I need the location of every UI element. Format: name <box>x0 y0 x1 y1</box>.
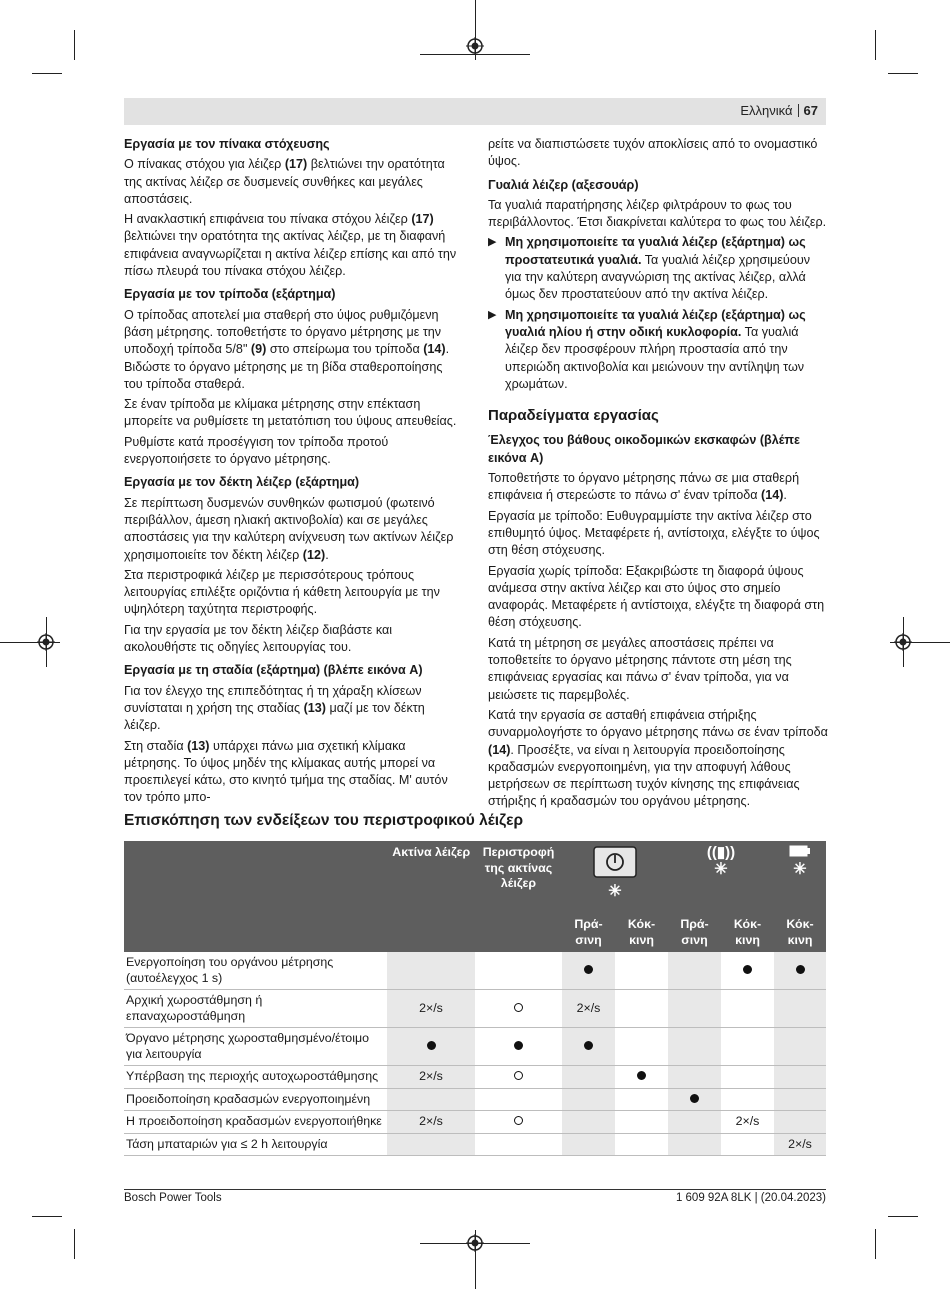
section-title: Εργασία με τη σταδία (εξάρτημα) (βλέπε εικόνα A) <box>124 663 423 678</box>
indicator-empty <box>721 1088 774 1111</box>
indicator-empty <box>475 1088 562 1111</box>
indicator-on-icon <box>387 1028 475 1066</box>
paragraph: Εργασία χωρίς τρίποδα: Εξακριβώστε τη διαφορά ύψους ανάμεσα στην ακτίνα λέιζερ και στο ύψος στο σημείο αναφοράς. Μεταφέρετε ή αντίστοιχα, ελέγξτε τη διαφορά στη θέση στόχευσης. <box>488 563 825 630</box>
registration-mark-icon <box>37 633 55 651</box>
indicator-empty <box>668 1111 721 1134</box>
paragraph: Τοποθετήστε το όργανο μέτρησης πάνω σε μια σταθερή επιφάνεια ή στερεώστε το πάνω σ' έναν τρίποδα (14). <box>488 471 800 503</box>
paragraph: Κατά την εργασία σε ασταθή επιφάνεια στήριξης συναρμολογήστε το όργανο μέτρησης πάνω σε έναν τρίποδα (14). Προσέξτε, να είναι η λειτουργία προειδοποίησης κραδασμών ενεργοποιημένη, για την αποφυγή λάθους μετρήσεων σε περίπτωση τυχόν κίνησης της επιφάνειας στήριξης ή κραδασμών του οργάνου μέτρησης. <box>488 707 828 809</box>
section-title: Έλεγχος του βάθους οικοδομικών εκσκαφών (βλέπε εικόνα A) <box>488 433 801 465</box>
indicator-rotating-icon <box>475 990 562 1028</box>
paragraph: Σε περίπτωση δυσμενών συνθηκών φωτισμού (φωτεινό περιβάλλον, άμεση ηλιακή ακτινοβολία) και σε μεγάλες αποστάσεις για την καλύτερη ανίχνευση των ακτίνων λέιζερ χρησιμοποιείτε τον δέκτη λέιζερ (12). <box>124 495 454 562</box>
table-row <box>124 1133 826 1156</box>
paragraph: Ρυθμίστε κατά προσέγγιση τον τρίποδα προτού ενεργοποιήσετε το όργανο μέτρησης. <box>124 434 389 467</box>
indicator-empty <box>774 1028 826 1066</box>
header-green: Πρά-σινη <box>562 913 615 952</box>
indicator-on-icon <box>668 1088 721 1111</box>
table-row <box>124 990 826 1028</box>
table-body <box>124 952 826 1156</box>
table-row <box>124 1088 826 1111</box>
indicator-frequency: 2×/s <box>387 1066 475 1089</box>
footer-divider <box>124 1189 826 1190</box>
indicator-empty <box>562 1088 615 1111</box>
header-red: Κόκ-κινη <box>774 913 826 952</box>
footer-brand: Bosch Power Tools <box>124 1192 222 1204</box>
indicator-frequency: 2×/s <box>721 1111 774 1134</box>
footer-doc-id: 1 609 92A 8LK | (20.04.2023) <box>675 1192 826 1204</box>
paragraph: Κατά τη μέτρηση σε μεγάλες αποστάσεις πρέπει να τοποθετείτε το όργανο μέτρησης πάντοτε στη μέση της επιφάνειας εργασίας και πάνω σ' έναν τρίποδα, για να μειώσετε τις παρεμβολές. <box>488 635 792 702</box>
row-label: Προειδοποίηση κραδασμών ενεργοποιημένη <box>124 1088 387 1111</box>
indicator-empty <box>562 1133 615 1156</box>
indicator-empty <box>721 1133 774 1156</box>
blink-icon: ✳ <box>714 860 728 878</box>
filled-dot-icon <box>584 1041 593 1050</box>
paragraph: Τα γυαλιά παρατήρησης λέιζερ φιλτράρουν το φως του περιβάλλοντος. Έτσι διακρίνεται καλύτερα το φως του λέιζερ. <box>488 197 827 230</box>
filled-dot-icon <box>637 1071 646 1080</box>
crop-mark <box>875 1229 876 1259</box>
paragraph: Η ανακλαστική επιφάνεια του πίνακα στόχου λέιζερ (17) βελτιώνει την ορατότητα της ακτίνας λέιζερ, με τη διαφανή επιφάνεια αναγνωρίζεται η ακτίνα λέιζερ επίσης και από την πίσω πλευρά του πίνακα στόχου λέιζερ. <box>124 212 457 279</box>
indicator-frequency: 2×/s <box>387 990 475 1028</box>
indicator-on-icon <box>774 952 826 990</box>
header-red: Κόκ-κινη <box>615 913 668 952</box>
header-green: Πρά-σινη <box>668 913 721 952</box>
crop-mark <box>888 1216 918 1217</box>
paragraph: Στη σταδία (13) υπάρχει πάνω μια σχετική κλίμακα μέτρησης. Το ύψος μηδέν της κλίμακας αυτής μπορεί να προεπιλεγεί κάτω, στο κινητό τμήμα της σταδίας. Μ' αυτόν τον τρόπο μπο- <box>124 738 448 805</box>
crop-mark <box>74 30 75 60</box>
filled-dot-icon <box>796 965 805 974</box>
header-language: Ελληνικά <box>740 103 793 118</box>
indicator-empty <box>615 1028 668 1066</box>
header-rotation: Περιστροφή της ακτίνας λέιζερ <box>475 841 562 952</box>
indicator-on-icon <box>721 952 774 990</box>
filled-dot-icon <box>427 1041 436 1050</box>
paragraph: Εργασία με τρίποδο: Ευθυγραμμίστε την ακτίνα λέιζερ στο επιθυμητό ύψος. Μεταφέρετε ή, αντίστοιχα, ελέγξτε το ύψος στη θέση στόχευσης. <box>488 508 820 558</box>
indicator-frequency: 2×/s <box>387 1111 475 1134</box>
power-button-icon <box>592 845 638 879</box>
indicator-on-icon <box>562 952 615 990</box>
indicator-empty <box>562 1066 615 1089</box>
indicator-empty <box>774 1088 826 1111</box>
indicator-empty <box>562 1111 615 1134</box>
row-label: Αρχική χωροστάθμηση ή επαναχωροστάθμηση <box>124 990 387 1028</box>
indicator-empty <box>475 952 562 990</box>
paragraph: Ο τρίποδας αποτελεί μια σταθερή στο ύψος ρυθμιζόμενη βάση μέτρησης. τοποθετήστε το όργανο μέτρησης με την υποδοχή τρίποδα 5/8" (9) στο σπείρωμα του τρίποδα (14). Βιδώστε το όργανο μέτρησης με τη βίδα σταθεροποίησης του τρίποδα σταθερά. <box>124 307 450 391</box>
paragraph: Στα περιστροφικά λέιζερ με περισσότερους τρόπους λειτουργίας επιλέξτε οριζόντια ή κάθετη λειτουργία με την υψηλότερη ταχύτητα περιστροφής. <box>124 567 440 617</box>
indicator-empty <box>615 952 668 990</box>
section-heading: Παραδείγματα εργασίας <box>488 407 659 425</box>
indicator-on-icon <box>562 1028 615 1066</box>
section-title: Γυαλιά λέιζερ (αξεσουάρ) <box>488 177 639 192</box>
crop-mark <box>32 73 62 74</box>
table-row <box>124 1028 826 1066</box>
crop-mark <box>888 73 918 74</box>
paragraph: Ο πίνακας στόχου για λέιζερ (17) βελτιώνει την ορατότητα της ακτίνας λέιζερ σε δυσμενείς συνθήκες και μεγάλες αποστάσεις. <box>124 157 445 206</box>
section-title: Εργασία με τον δέκτη λέιζερ (εξάρτημα) <box>124 475 360 490</box>
paragraph: ρείτε να διαπιστώσετε τυχόν αποκλίσεις από το ονομαστικό ύψος. <box>488 137 818 169</box>
section-title: Εργασία με τον τρίποδα (εξάρτημα) <box>124 287 336 302</box>
indicator-empty <box>387 1133 475 1156</box>
filled-dot-icon <box>584 965 593 974</box>
indicator-empty <box>475 1133 562 1156</box>
indicator-empty <box>668 1133 721 1156</box>
indicator-empty <box>721 1028 774 1066</box>
filled-dot-icon <box>514 1041 523 1050</box>
indicator-empty <box>615 1088 668 1111</box>
registration-mark-icon <box>894 633 912 651</box>
blink-icon: ✳ <box>608 882 622 900</box>
blink-icon: ✳ <box>793 860 807 878</box>
header-vibration-icons <box>668 841 774 913</box>
indicator-table <box>124 841 826 1156</box>
open-circle-icon <box>514 1116 523 1125</box>
table-row <box>124 1111 826 1134</box>
crop-mark <box>875 30 876 60</box>
row-label: Υπέρβαση της περιοχής αυτοχωροστάθμησης <box>124 1066 387 1089</box>
warning-bullet: ▶ Μη χρησιμοποιείτε τα γυαλιά λέιζερ (εξάρτημα) ως γυαλιά ηλίου ή στην οδική κυκλοφορία. Τα γυαλιά λέιζερ δεν προσφέρουν πλήρη προστασία από την υπεριώδη ακτινοβολία και μειώνουν την αντίληψη των χρωμάτων. <box>488 307 806 391</box>
indicator-empty <box>774 1111 826 1134</box>
indicator-empty <box>668 990 721 1028</box>
filled-dot-icon <box>743 965 752 974</box>
header-empty <box>124 841 387 952</box>
indicator-empty <box>615 990 668 1028</box>
page-number: 67 <box>803 103 818 118</box>
table-row <box>124 952 826 990</box>
registration-mark-icon <box>466 37 484 55</box>
header-laser-beam: Ακτίνα λέιζερ <box>387 841 475 952</box>
indicator-empty <box>387 1088 475 1111</box>
page-header <box>124 98 826 125</box>
right-column <box>488 136 828 814</box>
open-circle-icon <box>514 1003 523 1012</box>
header-red: Κόκ-κινη <box>721 913 774 952</box>
warning-bullet: ▶ Μη χρησιμοποιείτε τα γυαλιά λέιζερ (εξάρτημα) ως προστατευτικά γυαλιά. Τα γυαλιά λέιζερ χρησιμεύουν για την καλύτερη αναγνώριση της ακτίνας λέιζερ, αλλά όμως δεν προστατεύουν από την ακτίνα λέιζερ. <box>488 235 811 302</box>
header-battery-icon <box>774 841 826 913</box>
indicator-on-icon <box>475 1028 562 1066</box>
indicator-empty <box>387 952 475 990</box>
indicator-empty <box>721 990 774 1028</box>
left-column <box>124 136 464 810</box>
row-label: Τάση μπαταριών για ≤ 2 h λειτουργία <box>124 1133 387 1156</box>
indicator-empty <box>668 1028 721 1066</box>
table-row <box>124 1066 826 1089</box>
open-circle-icon <box>514 1071 523 1080</box>
indicator-empty <box>668 952 721 990</box>
row-label: Όργανο μέτρησης χωροσταθμησμένο/έτοιμο για λειτουργία <box>124 1028 387 1066</box>
indicator-frequency: 2×/s <box>562 990 615 1028</box>
indicator-empty <box>615 1111 668 1134</box>
arrow-right-icon: ▶ <box>488 236 497 249</box>
battery-icon <box>789 845 811 857</box>
paragraph: Για τον έλεγχο της επιπεδότητας ή τη χάραξη κλίσεων συνίσταται η χρήση της σταδίας (13) μαζί με τον δέκτη λέιζερ. <box>124 683 425 733</box>
registration-mark-icon <box>466 1234 484 1252</box>
row-label: Ενεργοποίηση του οργάνου μέτρησης (αυτοέλεγχος 1 s) <box>124 952 387 990</box>
paragraph: Για την εργασία με τον δέκτη λέιζερ διαβάστε και ακολουθήστε τις οδηγίες λειτουργίας του. <box>124 622 393 655</box>
indicator-empty <box>774 1066 826 1089</box>
indicator-empty <box>774 990 826 1028</box>
indicator-empty <box>615 1133 668 1156</box>
arrow-right-icon: ▶ <box>488 308 497 321</box>
indicator-rotating-icon <box>475 1066 562 1089</box>
indicator-frequency: 2×/s <box>774 1133 826 1156</box>
crop-mark <box>32 1216 62 1217</box>
table-header-row <box>124 841 826 913</box>
indicator-on-icon <box>615 1066 668 1089</box>
overview-title: Επισκόπηση των ενδείξεων του περιστροφικού λέιζερ <box>124 812 524 829</box>
crop-mark <box>74 1229 75 1259</box>
header-power-icons <box>562 841 668 913</box>
filled-dot-icon <box>690 1094 699 1103</box>
indicator-empty <box>668 1066 721 1089</box>
row-label: Η προειδοποίηση κραδασμών ενεργοποιήθηκε <box>124 1111 387 1134</box>
section-title: Εργασία με τον πίνακα στόχευσης <box>124 137 330 151</box>
header-label <box>740 103 818 118</box>
paragraph: Σε έναν τρίποδα με κλίμακα μέτρησης στην επέκταση μπορείτε να ρυθμίσετε τη μετατόπιση του ύψους απευθείας. <box>124 397 457 429</box>
indicator-rotating-icon <box>475 1111 562 1134</box>
indicator-empty <box>721 1066 774 1089</box>
vibration-warning-icon: ((▮)) <box>706 844 736 861</box>
